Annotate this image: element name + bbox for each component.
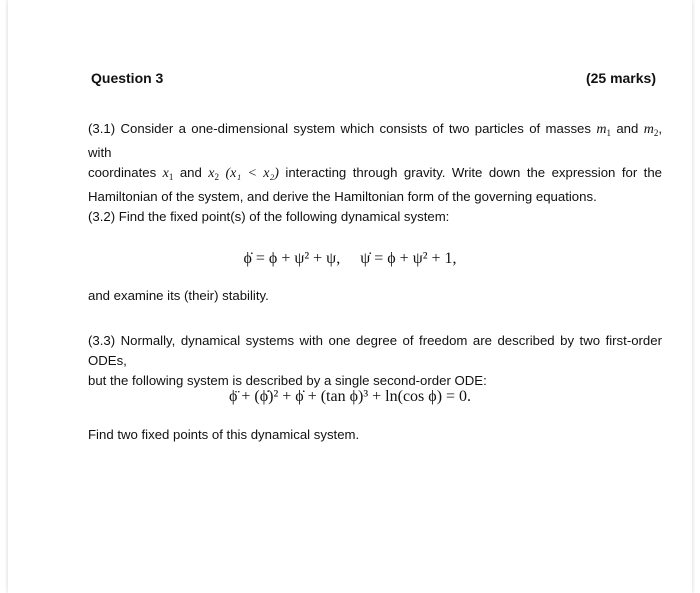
equation-3-3: ϕ̈ + (ϕ̇)² + ϕ̇ + (tan ϕ)³ + ln(cos ϕ) = 0. — [228, 388, 472, 405]
p31-line1: (3.1) Consider a one-dimensional system which consists of two particles of masses $m_1$ and $m_2$, with — [88, 121, 663, 160]
equation-3-2 — [0, 250, 700, 268]
coord-1: $x_1$ — [162, 166, 174, 182]
mass-1: $m_1$ — [596, 122, 611, 138]
paragraph-3-3 — [88, 331, 662, 391]
p32-after: and examine its (their) stability. — [88, 288, 269, 303]
equation-psi-dot: ψ̇ = ϕ + ψ² + 1, — [360, 250, 457, 267]
question-marks: (25 marks) — [585, 70, 656, 86]
coord-condition: (x₁ < x₂) — [225, 166, 279, 181]
p32-intro: (3.2) Find the fixed point(s) of the following dynamical system: — [88, 209, 450, 224]
p33-line2: but the following system is described by a single second-order ODE: — [88, 373, 487, 388]
p33-after: Find two fixed points of this dynamical system. — [88, 427, 360, 442]
p31-line2: coordinates $x_1$ and $x_2$ (x₁ < x₂) interacting through gravity. Write down the expression for the — [88, 165, 662, 182]
coord-2: $x_2$ — [208, 166, 219, 182]
mass-2: $m_2$ — [643, 122, 659, 138]
question-title: Question 3 — [91, 70, 164, 86]
paragraph-3-1 — [88, 119, 662, 207]
question-header — [91, 70, 656, 86]
p33-line1: (3.3) Normally, dynamical systems with one degree of freedom are described by two first-order ODEs, — [88, 333, 662, 368]
equation-phi-dot: ϕ̇ = ϕ + ψ² + ψ, — [243, 250, 341, 267]
p31-line3: Hamiltonian of the system, and derive the Hamiltonian form of the governing equations. — [88, 189, 597, 204]
